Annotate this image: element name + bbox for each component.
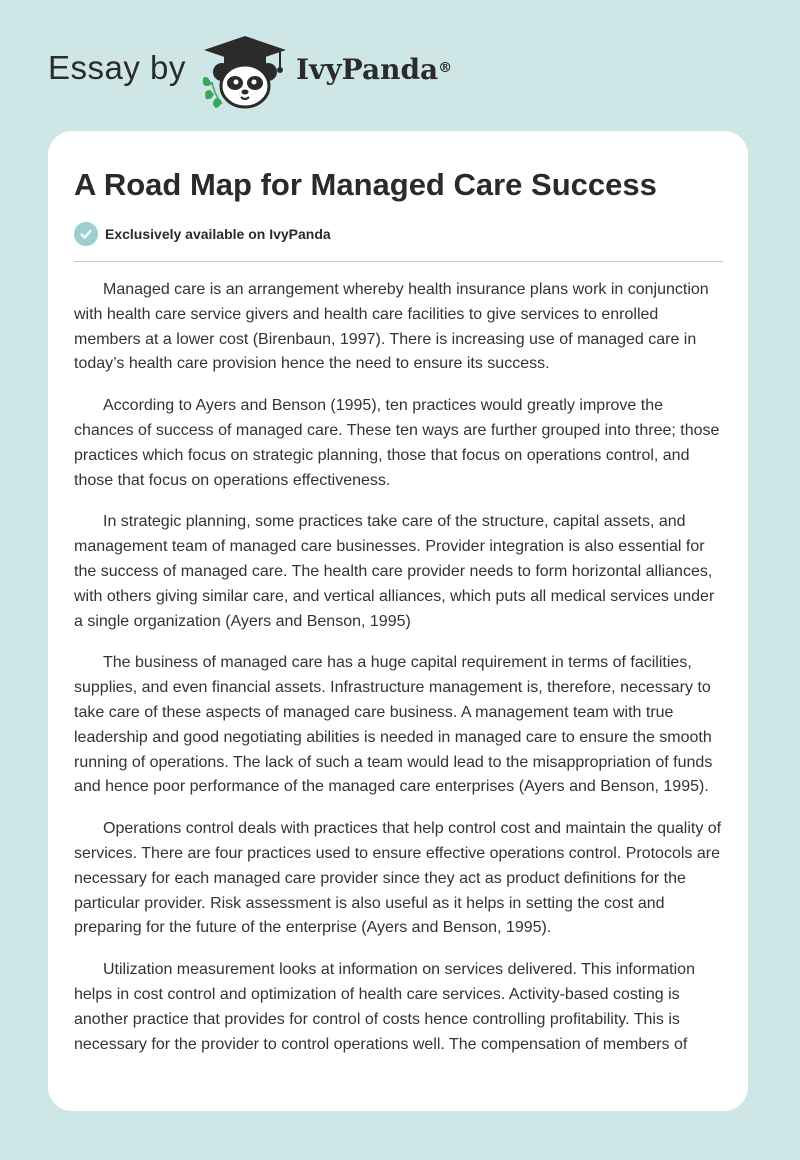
registered-mark: ® bbox=[438, 60, 453, 76]
paragraph: Managed care is an arrangement whereby health insurance plans work in conjunction with health care service givers and health care facilities to give services to enrolled members at a lower cost (Birenbaun, 1997). There is increasing use of managed care in today’s health care provision hence the need to ensure its success. bbox=[74, 281, 709, 373]
paragraph: In strategic planning, some practices take care of the structure, capital assets, and management team of managed care businesses. Provider integration is also essential for the success of managed care. The health care provider needs to form horizontal alliances, with others giving similar care, and vertical alliances, which puts all medical services under a single organization (Ayers and Benson, 1995) bbox=[74, 513, 715, 630]
paragraph: Utilization measurement looks at information on services delivered. This information helps in cost control and optimization of health care services. Activity-based costing is another practice that provides for control of costs hence controlling profitability. This is necessary for the provider to control operations well. The compensation of members of bbox=[74, 961, 695, 1053]
paragraph: According to Ayers and Benson (1995), ten practices would greatly improve the chances of success of managed care. These ten ways are further grouped into three; those practices which focus on strategic planning, those that focus on operations control, and those that focus on operations effectiveness. bbox=[74, 397, 720, 489]
paragraph: Operations control deals with practices that help control cost and maintain the quality of services. There are four practices used to ensure effective operations control. Protocols are necessary for each managed care provider since they act as product definitions for the particular provider. Risk assessment is also useful as it helps in setting the cost and preparing for the future of the enterprise (Ayers and Benson, 1995). bbox=[74, 820, 722, 937]
site-header bbox=[0, 0, 800, 130]
paragraph: The business of managed care has a huge capital requirement in terms of facilities, supplies, and even financial assets. Infrastructure management is, therefore, necessary to take care of these aspects of managed care business. A management team with true leadership and good negotiating abilities is needed in managed care to ensure the smooth running of operations. The lack of such a team would lead to the misappropriation of funds and hence poor performance of the managed care enterprises (Ayers and Benson, 1995). bbox=[74, 654, 713, 796]
article-body bbox=[74, 278, 724, 1074]
exclusive-badge-label: Exclusively available on IvyPanda bbox=[105, 226, 331, 242]
title-divider bbox=[74, 261, 723, 262]
article-card bbox=[48, 131, 748, 1111]
brand-name[interactable]: IvyPanda® bbox=[296, 53, 453, 86]
panda-logo-icon[interactable] bbox=[200, 34, 290, 110]
exclusive-badge bbox=[74, 222, 331, 246]
check-circle-icon bbox=[74, 222, 98, 246]
page-title: A Road Map for Managed Care Success bbox=[74, 167, 657, 202]
essay-by-label: Essay by bbox=[48, 49, 186, 86]
